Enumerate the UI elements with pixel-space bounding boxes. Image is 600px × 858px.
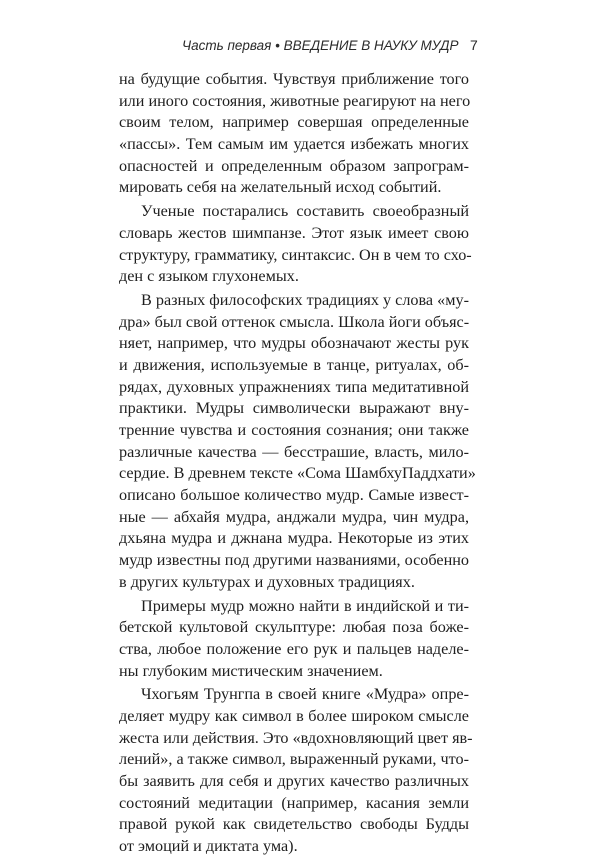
text-line: мировать себя на желательный исход событий. [119, 178, 442, 197]
text-line: ден с языком глухонемых. [119, 267, 299, 286]
text-line: ны глубоким мистическим значением. [119, 661, 383, 680]
text-line: своим телом, например совершая определенные [119, 113, 469, 132]
text-line: практики. Мудры символически выражают вну- [119, 399, 469, 418]
text-line: тренние чувства и состояния сознания; они также [119, 421, 469, 439]
text-line: лений», а также символ, выраженный руками, что- [119, 750, 469, 769]
text-line: и движения, используемые в танце, ритуалах, об- [119, 355, 469, 374]
running-header: Часть первая • ВВЕДЕНИЕ В НАУКУ МУДР [182, 38, 459, 53]
text-line: сердие. В древнем тексте «Сома ШамбхуПаддхати» [119, 464, 476, 483]
text-line: состояний медитации (например, касания земли [119, 793, 469, 812]
text-line: бетской культовой скульптуре: любая поза боже- [119, 618, 469, 637]
text-line: «пассы». Тем самым им удается избежать многих [119, 135, 469, 154]
text-line: опасностей и определенным образом запрограм- [119, 156, 469, 175]
paragraph [119, 290, 476, 594]
text-line: дра» был свой оттенок смысла. Школа йоги объяс- [119, 312, 470, 331]
paragraph [119, 684, 473, 858]
text-line: дхьяна мудра и джнана мудра. Некоторые из этих [119, 529, 469, 548]
page-number: 7 [470, 37, 478, 53]
text-line: от эмоций и диктата ума). [119, 837, 298, 856]
body-text [119, 69, 476, 858]
text-line: описано большое количество мудр. Самые извест- [119, 486, 469, 505]
text-line: правой рукой как свидетельство свободы Будды [119, 815, 469, 834]
text-line: рядах, духовных упражнениях типа медитативной [119, 377, 469, 396]
text-line: структуру, грамматику, синтаксис. Он в чем то схо- [119, 245, 472, 264]
text-line: мудр известны под другими названиями, особенно [119, 551, 469, 570]
paragraph [119, 201, 472, 288]
text-line: ства, любое положение его рук и пальцев наделе- [119, 639, 469, 658]
text-line: деляет мудру как символ в более широком смысле [119, 706, 469, 725]
text-line: в других культурах и духовных традициях. [119, 572, 415, 591]
text-line: бы заявить для себя и других качество различных [119, 772, 469, 790]
text-line: различные качества — бесстрашие, власть, мило- [119, 442, 469, 461]
text-line: на будущие события. Чувствуя приближение того [119, 70, 469, 88]
text-line: В разных философских традициях у слова «му- [141, 290, 469, 309]
text-line: ные — абхайя мудра, анджали мудра, чин мудра, [119, 507, 469, 526]
text-line: няет, например, что мудры обозначают жесты рук [119, 334, 469, 353]
text-line: жеста или действия. Это «вдохновляющий цвет яв- [119, 728, 473, 747]
paragraph [119, 596, 469, 683]
text-line: или иного состояния, животные реагируют на него [119, 91, 471, 110]
text-line: Чхогьям Трунгпа в своей книге «Мудра» опре- [141, 685, 469, 704]
paragraph [119, 69, 469, 199]
text-line: Примеры мудр можно найти в индийской и ти- [141, 596, 469, 615]
text-line: словарь жестов шимпанзе. Этот язык имеет свою [119, 223, 469, 242]
text-line: Ученые постарались составить своеобразный [141, 202, 469, 221]
